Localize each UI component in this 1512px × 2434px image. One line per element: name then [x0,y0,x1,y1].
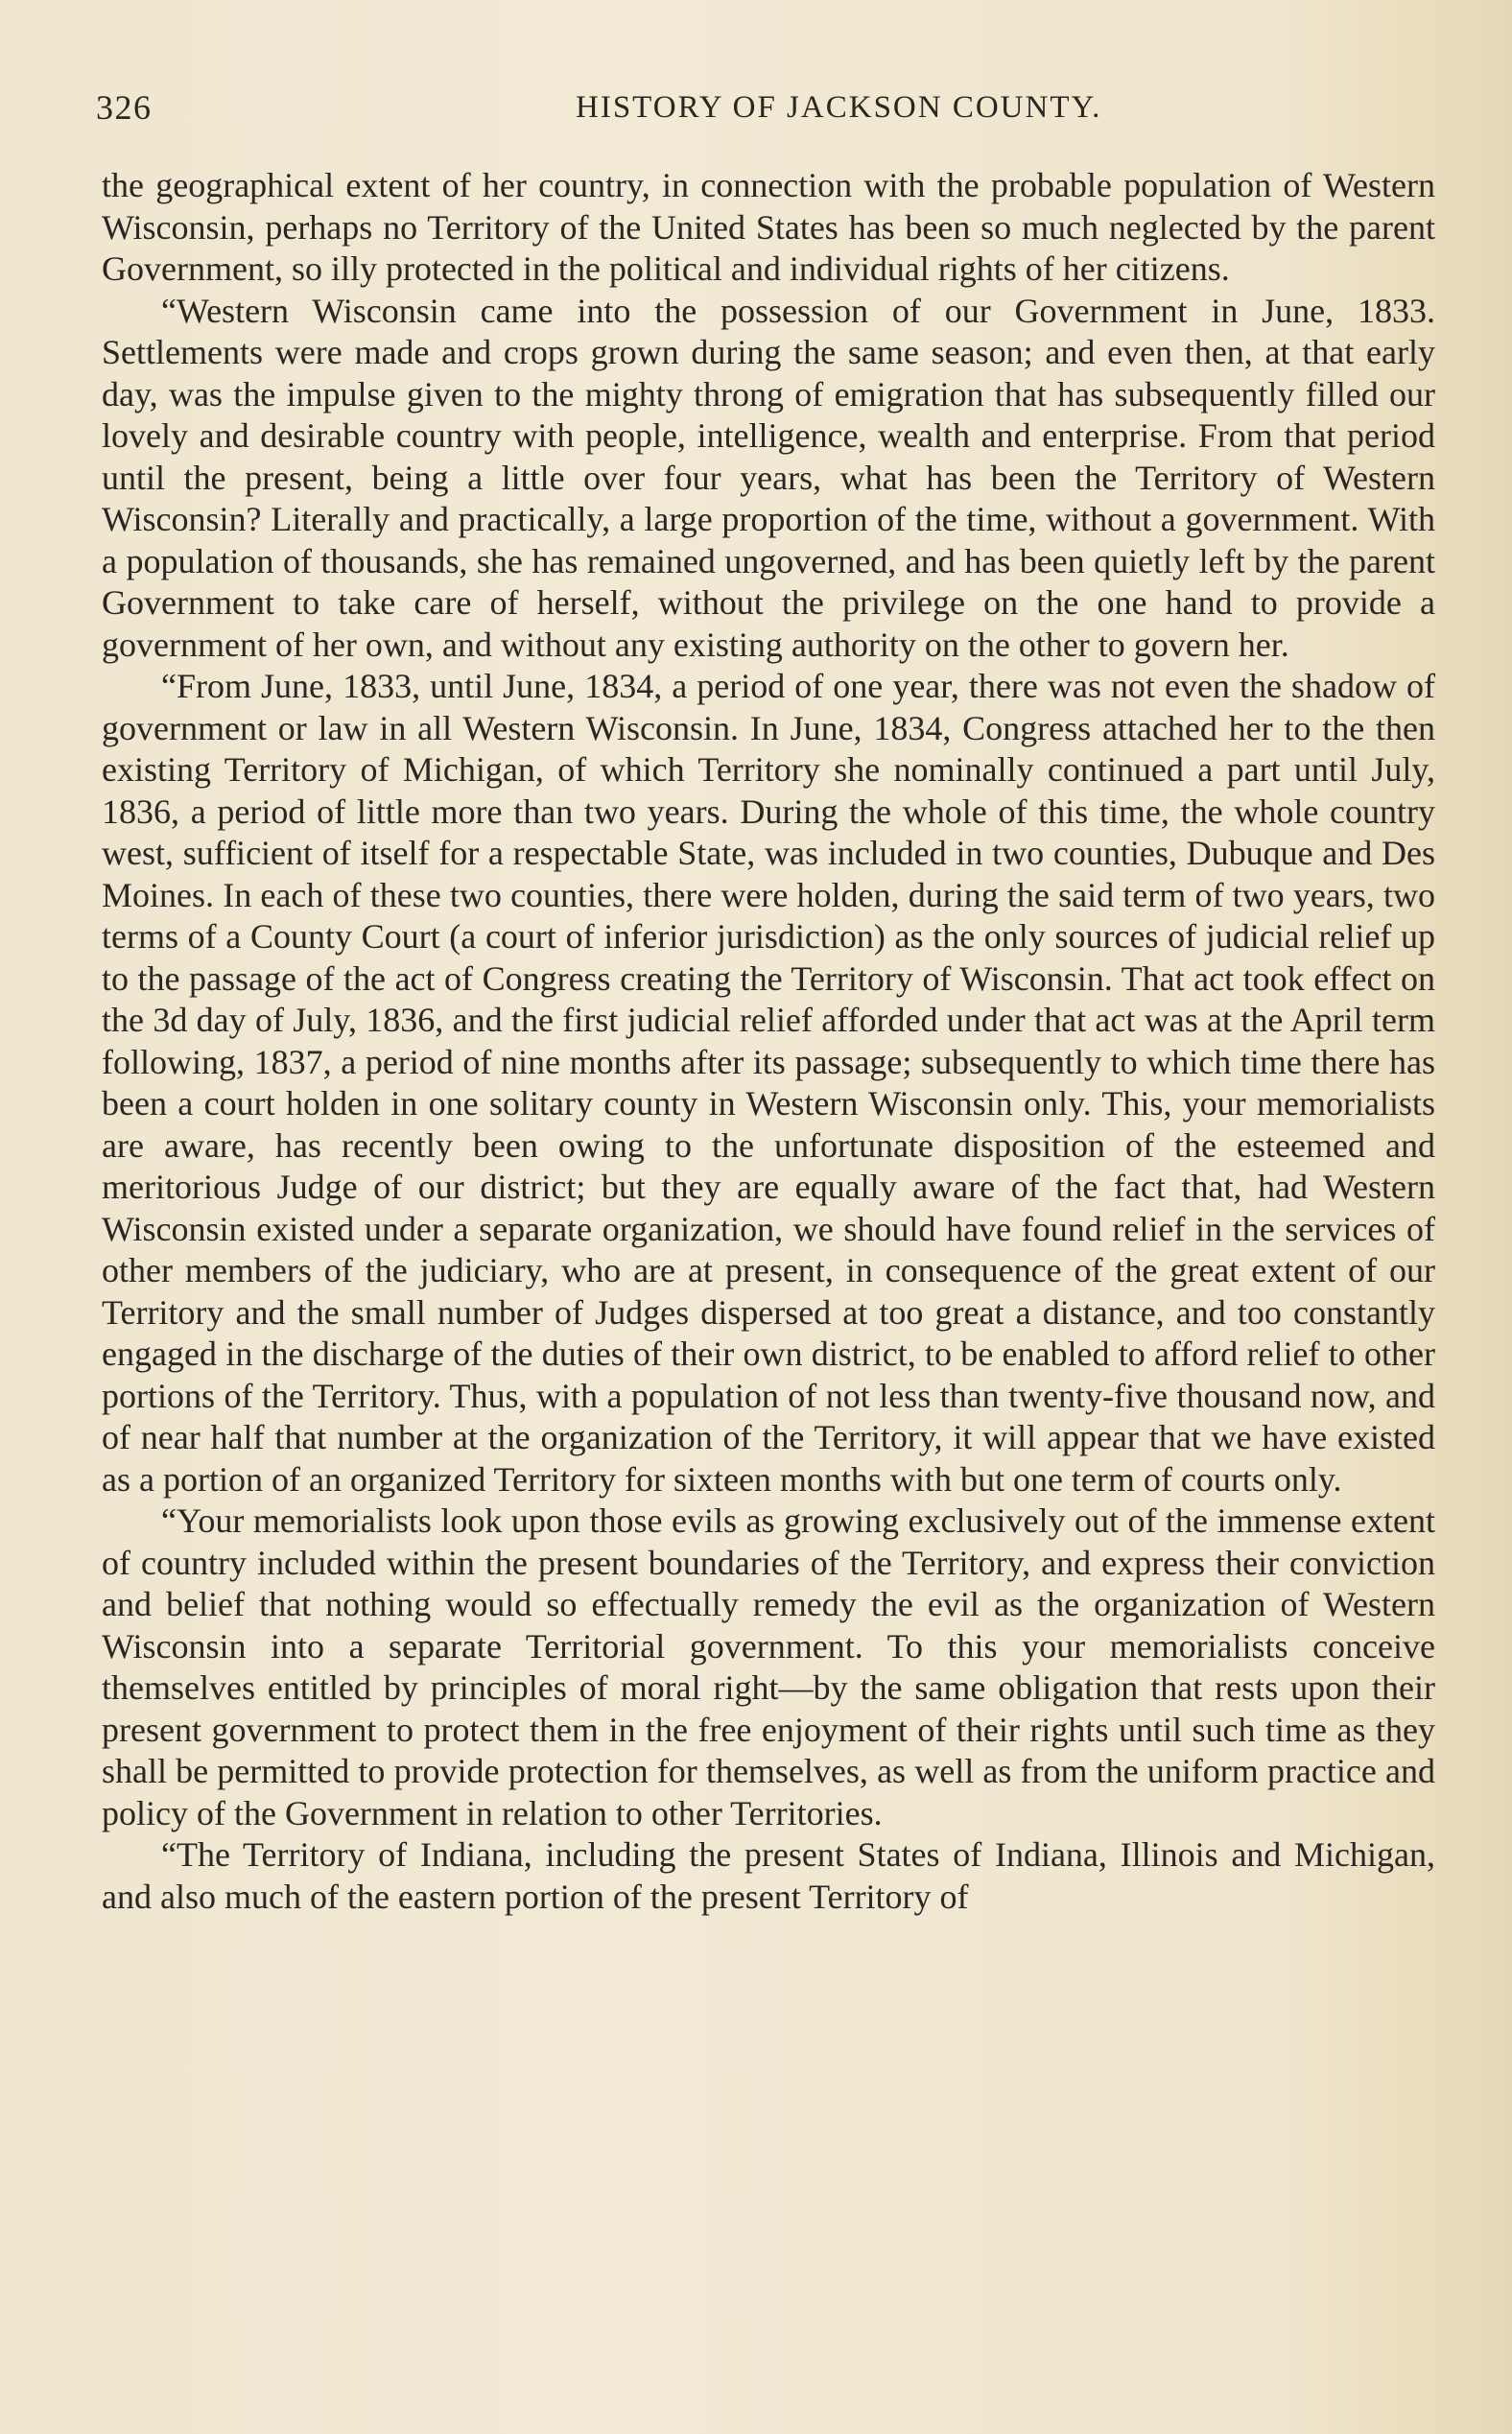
page-header [96,84,1439,130]
paragraph-1: the geographical extent of her country, in connection with the probable population of Western Wisconsin, perhaps no Territory of the United States has been so much neglected by the parent Government, so illy protected in the political and individual rights of her citizens. [102,166,1435,288]
paragraph-3: “From June, 1833, until June, 1834, a period of one year, there was not even the shadow of government or law in all Western Wisconsin. In June, 1834, Congress attached her to the then existing Territory of Michigan, of which Territory she nominally continued a part until July, 1836, a period of little more than two years. During the whole of this time, the whole country west, sufficient of itself for a respectable State, was included in two counties, Dubuque and Des Moines. In each of these two counties, there were holden, during the said term of two years, two terms of a County Court (a court of inferior jurisdiction) as the only sources of judicial relief up to the passage of the act of Congress creating the Territory of Wisconsin. That act took effect on the 3d day of July, 1836, and the first judicial relief afforded under that act was at the April term following, 1837, a period of nine months after its passage; subsequently to which time there has been a court holden in one solitary county in Western Wisconsin only. This, your memorialists are aware, has recently been owing to the unfortunate disposition of the esteemed and meritorious Judge of our district; but they are equally aware of the fact that, had Western Wisconsin existed under a separate organization, we should have found relief in the services of other members of the judiciary, who are at present, in consequence of the great extent of our Territory and the small number of Judges dispersed at too great a distance, and too constantly engaged in the discharge of the duties of their own district, to be enabled to afford relief to other portions of the Territory. Thus, with a population of not less than twenty-five thousand now, and of near half that number at the organization of the Territory, it will appear that we have existed as a portion of an organized Territory for sixteen months with but one term of courts only. [102,667,1435,1499]
body-text [102,165,1435,1918]
paragraph-2: “Western Wisconsin came into the possession of our Government in June, 1833. Settlements were made and crops grown during the same season; and even then, at that early day, was the impulse given to the mighty throng of emigration that has subsequently filled our lovely and desirable country with people, intelligence, wealth and enterprise. From that period until the present, being a little over four years, what has been the Territory of Western Wisconsin? Literally and practically, a large proportion of the time, without a government. With a population of thousands, she has remained ungoverned, and has been quietly left by the parent Government to take care of herself, without the privilege on the one hand to provide a government of her own, and without any existing authority on the other to govern her. [102,291,1435,664]
running-head: HISTORY OF JACKSON COUNTY. [576,90,1102,125]
page-number: 326 [96,88,153,127]
paragraph-5: “The Territory of Indiana, including the present States of Indiana, Illinois and Michigan, and also much of the eastern portion of the present Territory of [102,1835,1435,1916]
paragraph-4: “Your memorialists look upon those evils as growing exclusively out of the immense extent of country included within the present boundaries of the Territory, and express their conviction and belief that nothing would so effectually remedy the evil as the organization of Western Wisconsin into a separate Territorial government. To this your memorialists conceive themselves entitled by principles of moral right—by the same obligation that rests upon their present government to protect them in the free enjoyment of their rights until such time as they shall be permitted to provide protection for themselves, as well as from the uniform practice and policy of the Government in relation to other Territories. [102,1501,1435,1832]
